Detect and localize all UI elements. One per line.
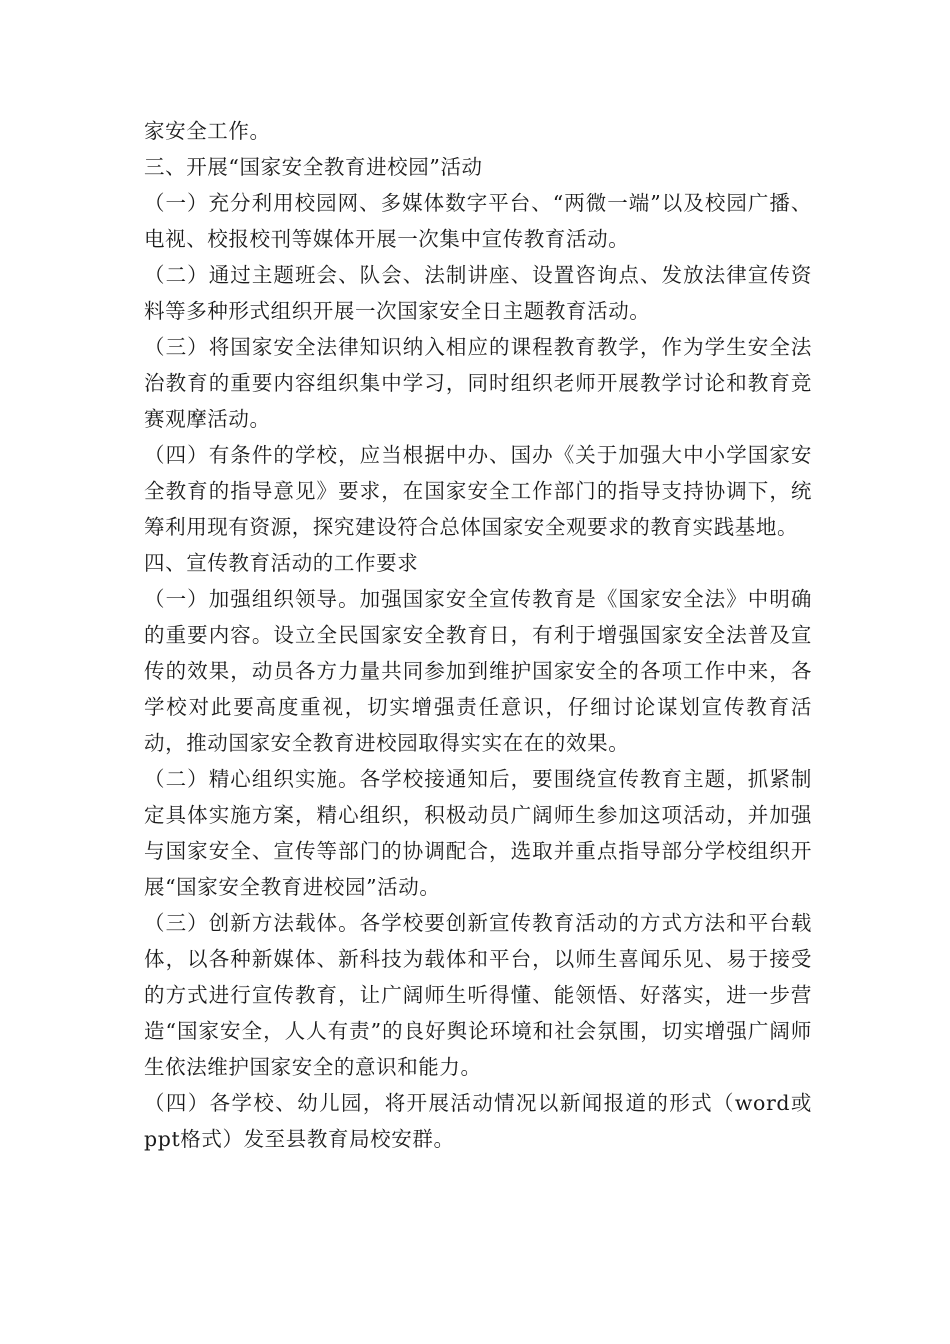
section-heading-4: 四、宣传教育活动的工作要求 [144, 551, 419, 575]
document-body [144, 113, 812, 1157]
paragraph-3-3: （三）将国家安全法律知识纳入相应的课程教育教学，作为学生安全法治教育的重要内容组织集中学习，同时组织老师开展教学讨论和教育竞赛观摩活动。 [144, 335, 812, 431]
section-heading-3: 三、开展“国家安全教育进校园”活动 [144, 155, 483, 179]
paragraph-3-4: （四）有条件的学校，应当根据中办、国办《关于加强大中小学国家安全教育的指导意见》要求，在国家安全工作部门的指导支持协调下，统筹利用现有资源，探究建设符合总体国家安全观要求的教育实践基地。 [144, 443, 812, 539]
paragraph-4-3: （三）创新方法载体。各学校要创新宣传教育活动的方式方法和平台载体，以各种新媒体、新科技为载体和平台，以师生喜闻乐见、易于接受的方式进行宣传教育，让广阔师生听得懂、能领悟、好落实，进一步营造“国家安全，人人有责”的良好舆论环境和社会氛围，切实增强广阔师生依法维护国家安全的意识和能力。 [144, 911, 812, 1079]
paragraph-continuation: 家安全工作。 [144, 119, 271, 143]
paragraph-3-2: （二）通过主题班会、队会、法制讲座、设置咨询点、发放法律宣传资料等多种形式组织开展一次国家安全日主题教育活动。 [144, 263, 812, 323]
paragraph-4-2: （二）精心组织实施。各学校接通知后，要围绕宣传教育主题，抓紧制定具体实施方案，精心组织，积极动员广阔师生参加这项活动，并加强与国家安全、宣传等部门的协调配合，选取并重点指导部分学校组织开展“国家安全教育进校园”活动。 [144, 767, 812, 899]
paragraph-4-4: （四）各学校、幼儿园，将开展活动情况以新闻报道的形式（word或ppt格式）发至县教育局校安群。 [144, 1091, 812, 1151]
paragraph-3-1: （一）充分利用校园网、多媒体数字平台、“两微一端”以及校园广播、电视、校报校刊等媒体开展一次集中宣传教育活动。 [144, 191, 812, 251]
paragraph-4-1: （一）加强组织领导。加强国家安全宣传教育是《国家安全法》中明确的重要内容。设立全民国家安全教育日，有利于增强国家安全法普及宣传的效果，动员各方力量共同参加到维护国家安全的各项工作中来，各学校对此要高度重视，切实增强责任意识，仔细讨论谋划宣传教育活动，推动国家安全教育进校园取得实实在在的效果。 [144, 587, 812, 755]
